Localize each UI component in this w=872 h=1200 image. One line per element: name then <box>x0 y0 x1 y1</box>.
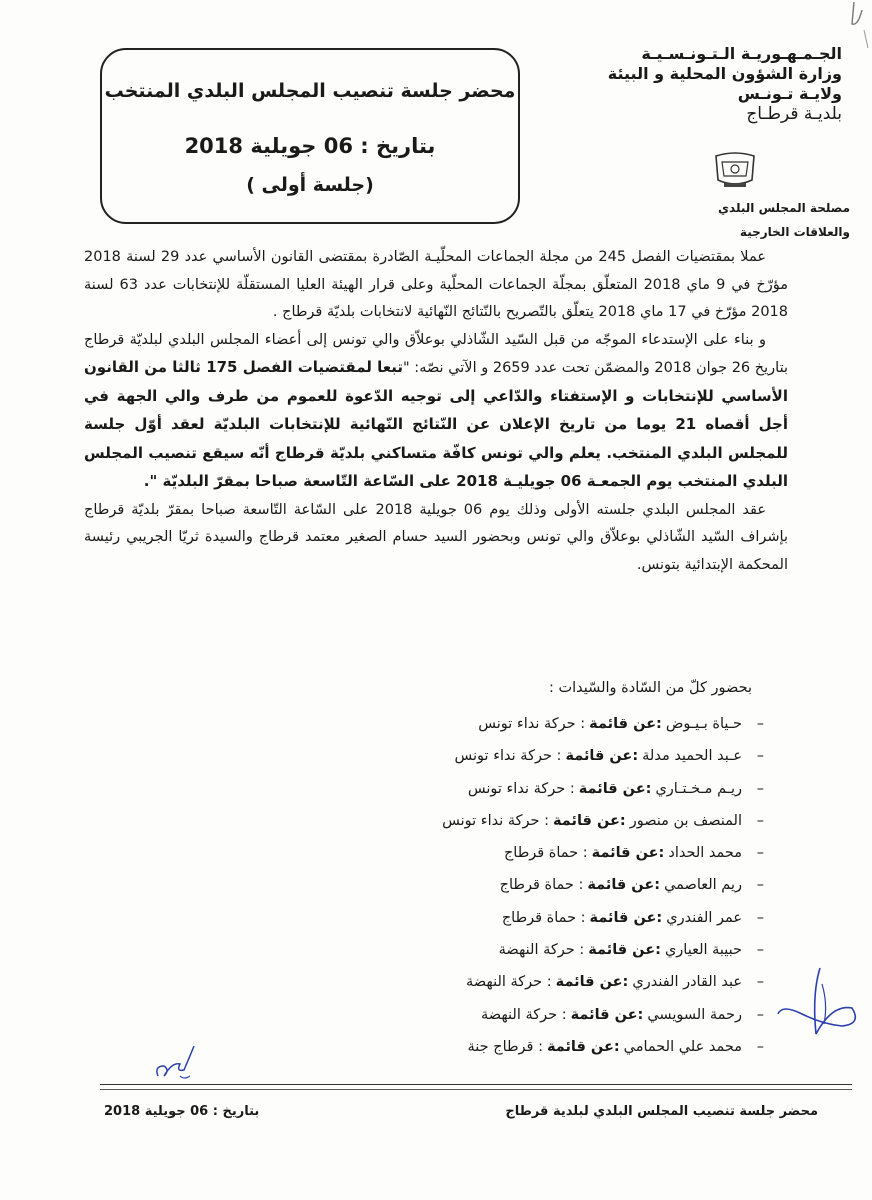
members-list <box>264 708 764 1063</box>
member-row <box>264 740 764 772</box>
paragraph-summons <box>84 327 788 497</box>
title-box <box>100 48 520 224</box>
member-list-key: :عن قائمة <box>570 1006 644 1023</box>
member-row <box>264 999 764 1031</box>
member-list-name: : حركة نداء تونس <box>467 780 575 797</box>
member-list-name: : حركة النهضة <box>466 974 552 991</box>
member-list-name: : حركة النهضة <box>481 1006 567 1023</box>
member-list-key: :عن قائمة <box>578 780 652 797</box>
paragraph-session: عقد المجلس البلدي جلسته الأولى وذلك يوم 06 جويلية 2018 على السّاعة التّاسعة صباحا بمقرّ بلديّة قرطاج بإشراف السّيد الشّاذلي بوعلاّق والي تونس وبحضور السيد حسام الصغير معتمد قرطاج والسيدة ثريّا الجريبي رئيسة المحكمة الإبتدائية بتونس. <box>84 501 788 573</box>
republic-line: الجـمـهـوريـة الـتـونـسـيـة <box>641 44 842 63</box>
signature-mark-icon <box>150 1036 200 1084</box>
department-line-1: مصلحة المجلس البلدي <box>718 201 850 215</box>
summons-quote: تبعا لمقتضيات الفصل 175 ثالثا من القانون الأساسي للإنتخابات و الإستفتاء والدّاعي إلى توجيه الدّعوة للعموم من طرف والي الجهة في أجل أقصاه 21 يوما من تاريخ الإعلان عن النّتائج النّهائية للإنتخابات البلديّة لعقد أوّل جلسة للمجلس البلدي المنتخب. يعلم والي تونس كافّة متساكني بلديّة قرطاج أنّه سيقع تنصيب المجلس البلدي المنتخب يوم الجمعـة 06 جويليـة 2018 على السّاعة التّاسعة صباحا بمقرّ البلديّة ". <box>84 358 788 490</box>
member-list-name: : حماة قرطاج <box>499 877 584 894</box>
document-title: محضر جلسة تنصيب المجلس البلدي المنتخب <box>104 80 516 102</box>
footer-divider <box>100 1089 852 1090</box>
member-list-key: :عن قائمة <box>555 974 629 991</box>
member-list-key: :عن قائمة <box>565 748 639 765</box>
member-row <box>264 773 764 805</box>
member-name: عبد القادر الفندري <box>632 974 742 991</box>
attendance-intro: بحضور كلّ من السّادة والسّيدات : <box>549 680 752 696</box>
footer-date: بتاريخ : 06 جويلية 2018 <box>104 1104 260 1119</box>
institution-header <box>602 44 842 124</box>
member-name: ريم العاصمي <box>664 877 742 894</box>
member-row <box>264 966 764 998</box>
member-list-key: :عن قائمة <box>588 942 661 959</box>
signature-icon <box>772 964 862 1038</box>
paragraph-legal-basis: عملا بمقتضيات الفصل 245 من مجلة الجماعات المحلّيـة الصّادرة بمقتضى القانون الأساسي عدد 29 لسنة 2018 مؤرّخ في 9 ماي 2018 المتعلّق بمجلّة الجماعات المحلّية وعلى قرار الهيئة العليا المستقلّة للإنتخابات عدد 63 لسنة 2018 مؤرّخ في 17 ماي 2018 يتعلّق بالتّصريح بالنّتائج النّهائية لانتخابات بلديّة قرطاج . <box>84 249 788 320</box>
member-list-name: : حركة النهضة <box>498 942 585 959</box>
member-name: حـياة بـيـوض <box>665 716 742 732</box>
member-row <box>264 805 764 837</box>
member-name: حبيبة العياري <box>664 942 742 959</box>
member-row <box>264 902 764 934</box>
session-label: (جلسة أولى ) <box>246 174 374 196</box>
member-list-name: : قرطاج جنة <box>467 1038 543 1055</box>
staple-mark-icon <box>848 0 872 50</box>
document-body <box>84 244 788 579</box>
member-name: عـبد الحميد مدلة <box>642 748 742 765</box>
member-list-key: :عن قائمة <box>589 716 662 732</box>
member-list-name: : حركة نداء تونس <box>454 748 562 765</box>
member-list-key: :عن قائمة <box>591 845 665 862</box>
member-row <box>264 708 764 740</box>
member-list-key: :عن قائمة <box>587 877 661 894</box>
member-list-name: : حركة نداء تونس <box>442 812 549 829</box>
member-list-name: : حماة قرطاج <box>503 845 588 862</box>
member-name: المنصف بن منصور <box>629 812 742 829</box>
municipality-line: بلديـة قرطـاج <box>746 104 842 124</box>
department-line-2: والعلاقات الخارجية <box>739 225 850 239</box>
member-list-key: :عن قائمة <box>553 812 626 829</box>
member-list-name: : حركة نداء تونس <box>478 716 586 732</box>
footer-divider <box>100 1084 852 1085</box>
member-name: ريـم مـخـتـاري <box>655 780 742 797</box>
footer-title: محضر جلسة تنصيب المجلس البلدي لبلدية قرطاج <box>505 1104 818 1119</box>
member-list-key: :عن قائمة <box>546 1038 620 1055</box>
member-list-key: :عن قائمة <box>589 909 663 926</box>
governorate-line: ولايـة تـونـس <box>737 84 842 103</box>
department-label <box>690 196 850 244</box>
document-date: بتاريخ : 06 جويلية 2018 <box>184 134 436 158</box>
ministry-line: وزارة الشؤون المحلية و البيئة <box>607 64 842 83</box>
summons-text: و بناء على الإستدعاء الموجّه من قبل السّيد الشّاذلي بوعلاّق والي تونس إلى أعضاء المجلس البلدي لبلديّة قرطاج بتاريخ 26 جوان 2018 والمضمّن تحت عدد 2659 و الآتي نصّه: " <box>84 331 789 376</box>
member-row <box>264 869 764 901</box>
member-name: رحمة السويسي <box>647 1006 742 1023</box>
municipality-emblem-icon <box>710 150 760 190</box>
member-name: محمد الحداد <box>668 845 742 862</box>
member-row <box>264 934 764 966</box>
member-row <box>264 837 764 869</box>
member-row <box>264 1031 764 1063</box>
member-list-name: : حماة قرطاج <box>501 909 586 926</box>
member-name: عمر الفندري <box>666 909 742 926</box>
member-name: محمد علي الحمامي <box>623 1038 742 1055</box>
